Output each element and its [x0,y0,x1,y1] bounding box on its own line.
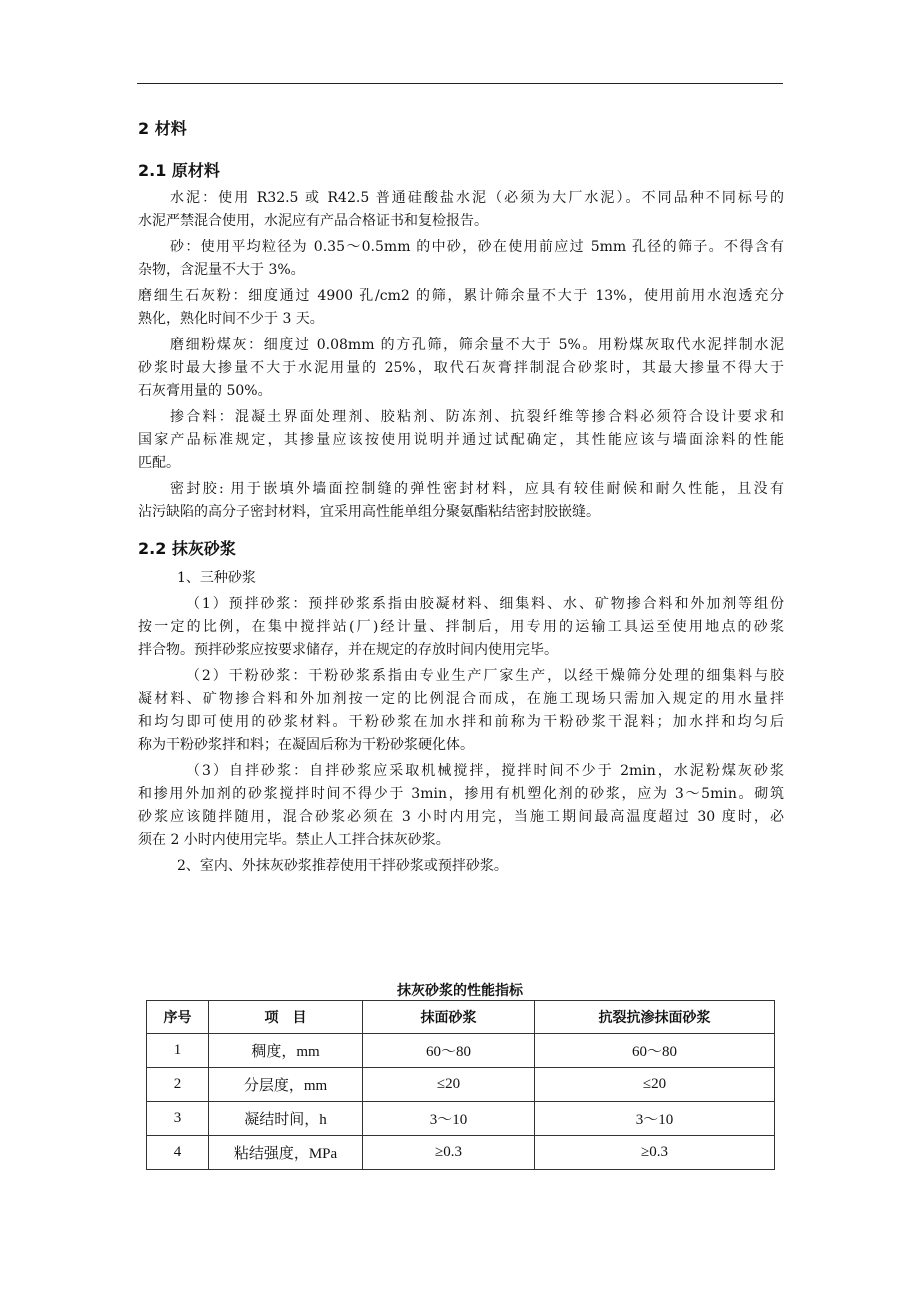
table-cell: 凝结时间，h [209,1102,363,1136]
table-row [147,1034,775,1068]
table-header-row [147,1001,775,1034]
paragraph-line: （2）干粉砂浆：干粉砂浆系指由专业生产厂家生产，以经干燥筛分处理的细集料与胶 [186,668,784,684]
list-item: 2、室内、外抹灰砂浆推荐使用干拌砂浆或预拌砂浆。 [177,858,508,874]
paragraph-line: 沾污缺陷的高分子密封材料，宜采用高性能单组分聚氨酯粘结密封胶嵌缝。 [138,504,600,520]
table-caption: 抹灰砂浆的性能指标 [397,983,523,999]
header-plaster-mortar: 抹面砂浆 [363,1001,535,1034]
header-crack-resistant-mortar: 抗裂抗渗抹面砂浆 [535,1001,775,1034]
table-cell: ≤20 [363,1068,535,1102]
paragraph-line: 凝材料、矿物掺合料和外加剂按一定的比例混合而成，在施工现场只需加入规定的用水量拌 [138,691,784,707]
table-cell: 粘结强度，MPa [209,1136,363,1170]
paragraph-line: 称为干粉砂浆拌和料；在凝固后称为干粉砂浆硬化体。 [138,737,474,753]
performance-table [146,1000,775,1170]
table-cell: 60～80 [363,1034,535,1068]
paragraph-line: 砂浆时最大掺量不大于水泥用量的 25%，取代石灰膏拌制混合砂浆时，其最大掺量不得大于 [138,360,784,376]
table-row [147,1068,775,1102]
paragraph-line: 熟化，熟化时间不少于 3 天。 [138,311,324,327]
paragraph-line: 砂：使用平均粒径为 0.35～0.5mm 的中砂，砂在使用前应过 5mm 孔径的筛子。不得含有 [170,239,784,255]
table-cell: 3～10 [535,1102,775,1136]
table-cell: 分层度，mm [209,1068,363,1102]
paragraph-line: 密封胶: 用于嵌填外墙面控制缝的弹性密封材料，应具有较佳耐候和耐久性能，且没有 [170,481,784,497]
table-cell: 60～80 [535,1034,775,1068]
paragraph-line: （3）自拌砂浆：自拌砂浆应采取机械搅拌，搅拌时间不少于 2min，水泥粉煤灰砂浆 [186,763,784,779]
table-cell: 3 [147,1102,209,1136]
subsection-title-raw-materials: 2.1 原材料 [138,161,220,180]
table-row [147,1102,775,1136]
table-cell: ≤20 [535,1068,775,1102]
table-cell: 1 [147,1034,209,1068]
table-cell: 4 [147,1136,209,1170]
paragraph-line: 杂物，含泥量不大于 3%。 [138,262,305,278]
table-cell: 稠度，mm [209,1034,363,1068]
subsection-title-plaster-mortar: 2.2 抹灰砂浆 [138,539,236,558]
list-heading: 1、三种砂浆 [177,570,256,586]
paragraph-line: 磨细粉煤灰：细度过 0.08mm 的方孔筛，筛余量不大于 5%。用粉煤灰取代水泥拌制水泥 [170,337,784,353]
paragraph-line: （1）预拌砂浆：预拌砂浆系指由胶凝材料、细集料、水、矿物掺合料和外加剂等组份 [186,596,784,612]
header-rule [137,83,783,84]
paragraph-line: 水泥：使用 R32.5 或 R42.5 普通硅酸盐水泥（必须为大厂水泥）。不同品种不同标号的 [170,190,784,206]
table-cell: ≥0.3 [535,1136,775,1170]
section-title: 2 材料 [138,119,187,138]
paragraph-line: 匹配。 [138,455,180,471]
table-row [147,1136,775,1170]
paragraph-line: 须在 2 小时内使用完毕。禁止人工拌合抹灰砂浆。 [138,832,450,848]
paragraph-line: 砂浆应该随拌随用，混合砂浆必须在 3 小时内用完，当施工期间最高温度超过 30 度时，必 [138,809,784,825]
paragraph-line: 拌合物。预拌砂浆应按要求储存，并在规定的存放时间内使用完毕。 [138,642,558,658]
table-cell: 3～10 [363,1102,535,1136]
paragraph-line: 国家产品标准规定，其掺量应该按使用说明并通过试配确定，其性能应该与墙面涂料的性能 [138,432,784,448]
paragraph-line: 按一定的比例，在集中搅拌站(厂)经计量、拌制后，用专用的运输工具运至使用地点的砂浆 [138,619,784,635]
table-cell: 2 [147,1068,209,1102]
table-cell: ≥0.3 [363,1136,535,1170]
paragraph-line: 水泥严禁混合使用，水泥应有产品合格证书和复检报告。 [138,213,488,229]
paragraph-line: 掺合料：混凝土界面处理剂、胶粘剂、防冻剂、抗裂纤维等掺合料必须符合设计要求和 [170,409,784,425]
paragraph-line: 磨细生石灰粉：细度通过 4900 孔/cm2 的筛，累计筛余量不大于 13%，使用前用水泡透充分 [138,288,784,304]
header-index: 序号 [147,1001,209,1034]
paragraph-line: 石灰膏用量的 50%。 [138,383,272,399]
header-item: 项 目 [209,1001,363,1034]
paragraph-line: 和均匀即可使用的砂浆材料。干粉砂浆在加水拌和前称为干粉砂浆干混料；加水拌和均匀后 [138,714,784,730]
paragraph-line: 和掺用外加剂的砂浆搅拌时间不得少于 3min，掺用有机塑化剂的砂浆，应为 3～5min。砌筑 [138,786,784,802]
